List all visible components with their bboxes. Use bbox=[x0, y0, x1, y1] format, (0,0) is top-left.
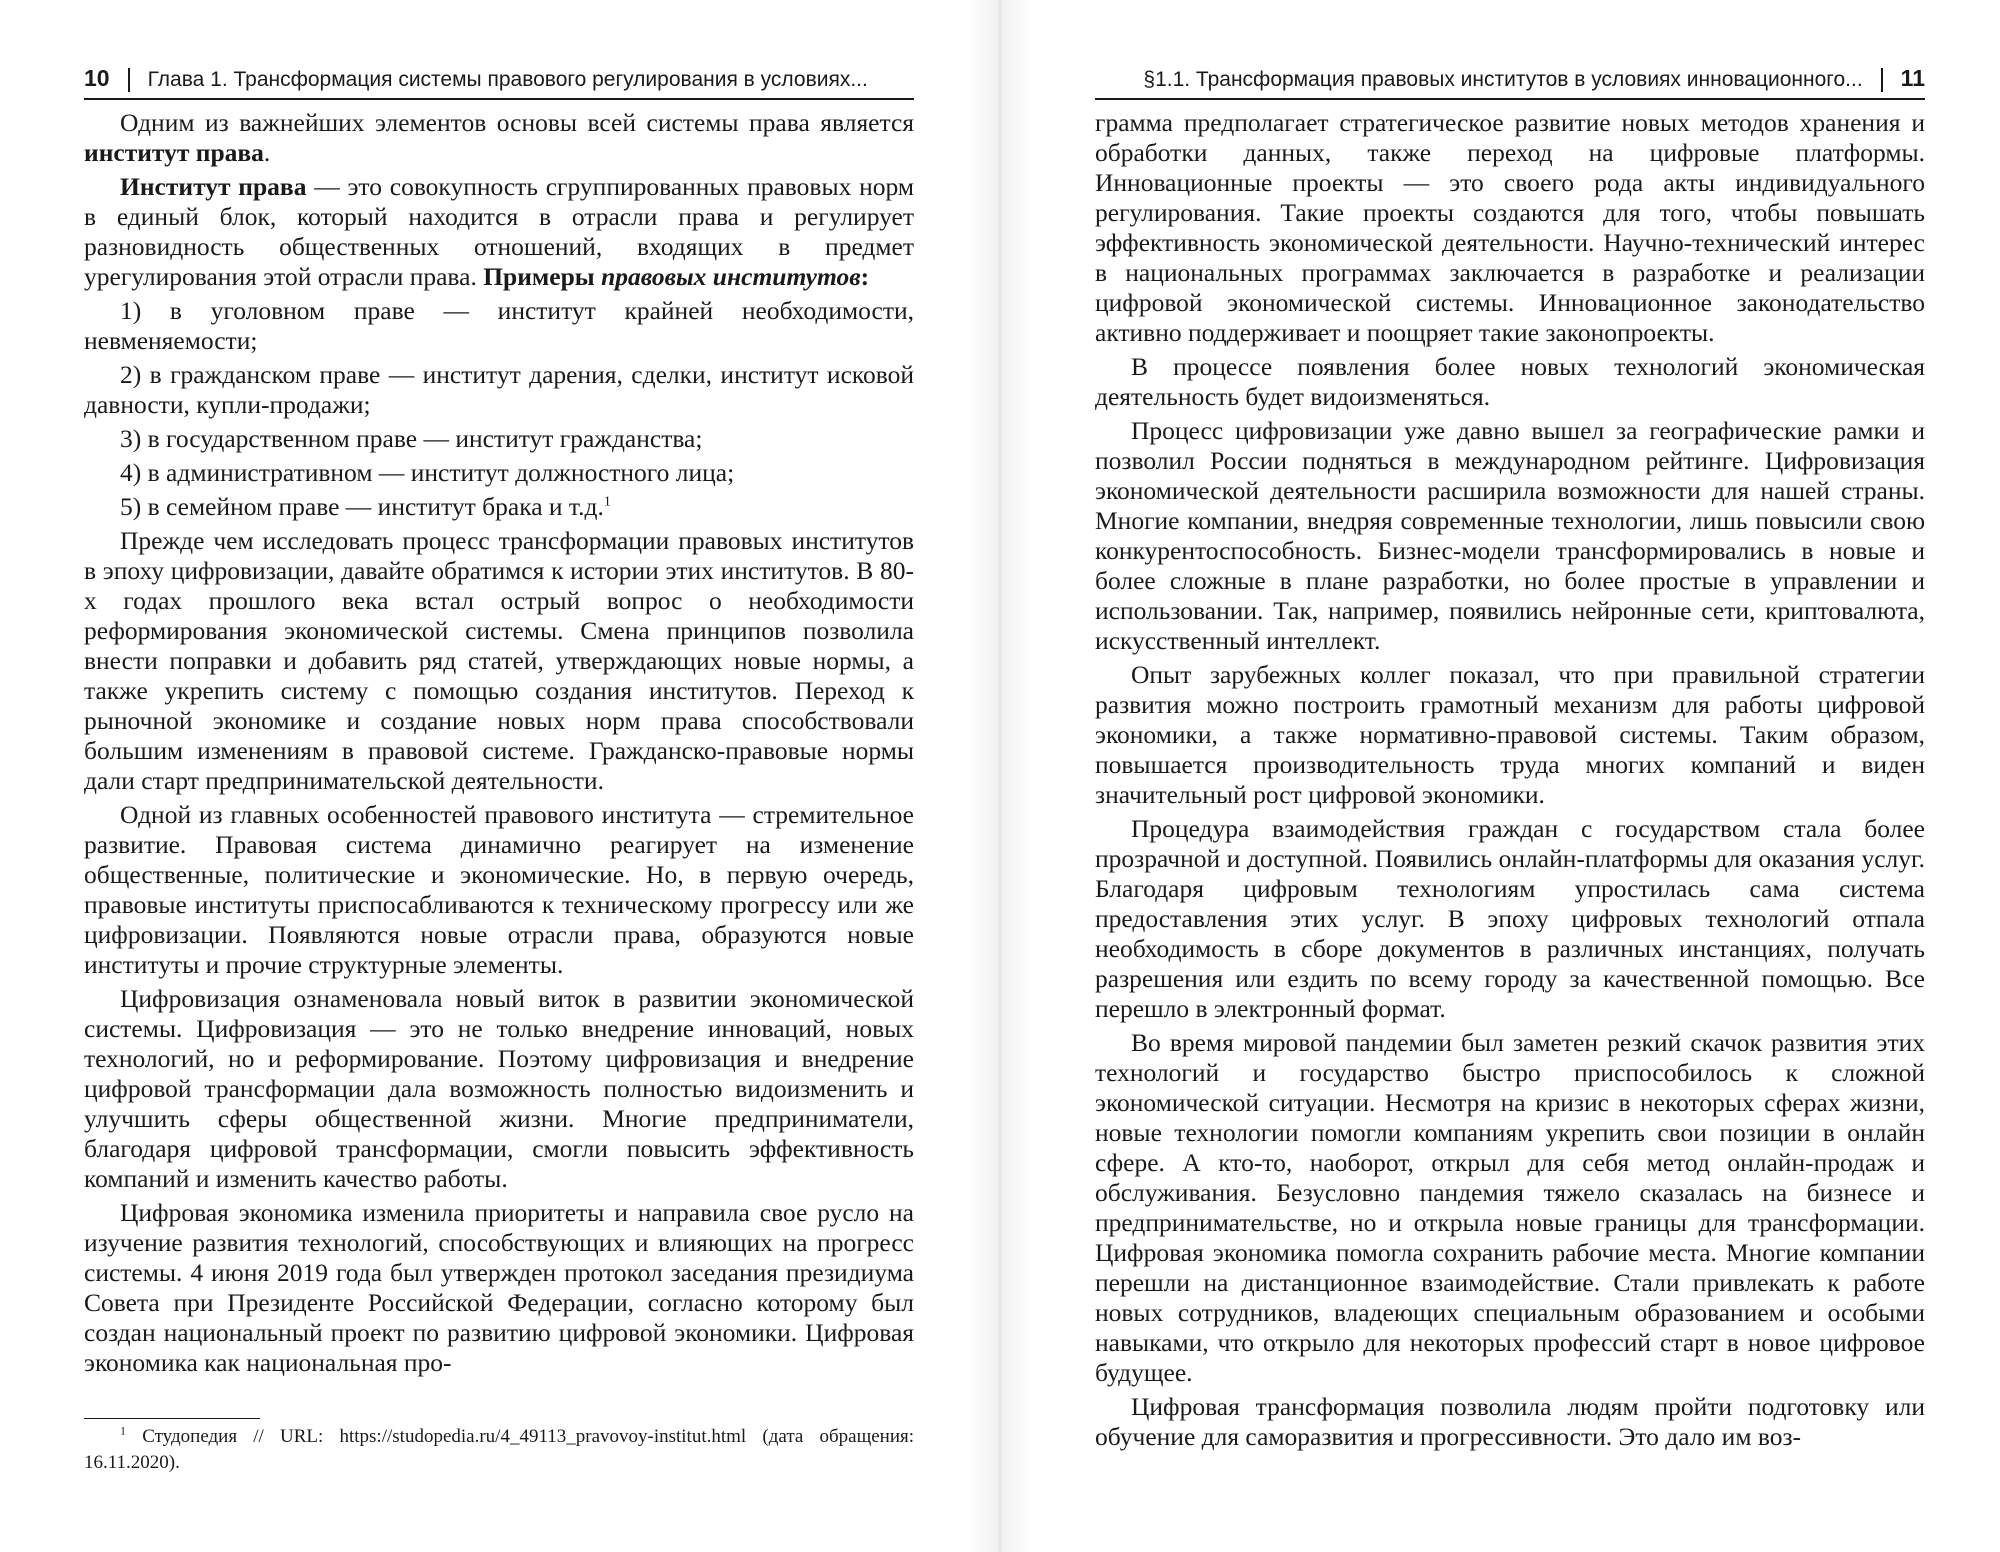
list-item: 5) в семейном праве — институт брака и т.д.$^1$ bbox=[120, 492, 611, 521]
list-item: 4) в административном — институт должностного лица; bbox=[120, 458, 735, 487]
paragraph: Цифровая трансформация позволила людям пройти подготовку или обучение для саморазвития и прогрессивности. Это дало им воз- bbox=[1095, 1392, 1925, 1451]
left-body-text bbox=[84, 108, 914, 1382]
right-body-text bbox=[1095, 108, 1925, 1456]
header-separator bbox=[128, 68, 130, 92]
footnote bbox=[84, 1424, 914, 1476]
left-header-rule bbox=[84, 98, 914, 100]
header-separator bbox=[1881, 68, 1883, 92]
paragraph: Прежде чем исследовать процесс трансформации правовых институтов в эпоху цифровизации, давайте обратимся к истории этих институтов. В 80-х годах прошлого века встал острый вопрос о необходимости реформирования экономической системы. Смена принципов позволила внести поправки и добавить ряд статей, утверждающих новые нормы, а также укрепить систему с помощью создания институтов. Переход к рыночной экономике и создание новых норм права способствовали большим изменениям в правовой системе. Гражданско-правовые нормы дали старт предпринимательской деятельности. bbox=[84, 526, 914, 795]
paragraph: Цифровая экономика изменила приоритеты и направила свое русло на изучение развития технологий, способствующих и влияющих на прогресс системы. 4 июня 2019 года был утвержден протокол заседания президиума Совета при Президенте Российской Федерации, согласно которому был создан национальный проект по развитию цифровой экономики. Цифровая экономика как национальная про- bbox=[84, 1198, 914, 1377]
bold-label: Примеры bbox=[483, 262, 602, 291]
paragraph: Во время мировой пандемии был заметен резкий скачок развития этих технологий и государство быстро приспособилось к сложной экономической ситуации. Несмотря на кризис в некоторых сферах жизни, новые технологии помогли компаниям укрепить свои позиции в онлайн сфере. А кто-то, наоборот, открыл для себя метод онлайн-продаж и обслуживания. Безусловно пандемия тяжело сказалась на бизнесе и предпринимательстве, но и открыла новые границы для трансформации. Цифровая экономика помогла сохранить рабочие места. Многие компании перешли на дистанционное взаимодействие. Стали привлекать к работе новых сотрудников, владеющих специальным образованием и особыми навыками, что открыло для некоторых профессий старт в новое цифровое будущее. bbox=[1095, 1028, 1925, 1387]
right-page bbox=[1000, 0, 2000, 1552]
paragraph: Цифровизация ознаменовала новый виток в развитии экономической системы. Цифровизация — это не только внедрение инноваций, новых технологий, но и реформирование. Поэтому цифровизация и внедрение цифровой трансформации дала возможность полностью видоизменить и улучшить сферы общественной жизни. Многие предприниматели, благодаря цифровой трансформации, смогли повысить эффективность компаний и изменить качество работы. bbox=[84, 984, 914, 1193]
paragraph: Одним из важнейших элементов основы всей системы права является институт права. bbox=[84, 108, 914, 167]
paragraph: Опыт зарубежных коллег показал, что при правильной стратегии развития можно построить грамотный механизм для работы цифровой экономики, а также нормативно-правовой системы. Таким образом, повышается производительность труда многих компаний и виден значительный рост цифровой экономики. bbox=[1095, 660, 1925, 809]
list-item: 3) в государственном праве — институт гражданства; bbox=[120, 424, 703, 453]
bold-term: институт права bbox=[84, 138, 264, 167]
definition-paragraph: Институт права — это совокупность сгруппированных правовых норм в единый блок, который находится в отрасли права и регулирует разновидность общественных отношений, входящих в предмет урегулирования этой отрасли права. Примеры правовых институтов: bbox=[84, 172, 914, 291]
left-chapter-title: Глава 1. Трансформация системы правового регулирования в условиях... bbox=[147, 68, 868, 91]
bold-term: Институт права bbox=[120, 172, 307, 201]
left-page bbox=[0, 0, 990, 1552]
right-section-title: §1.1. Трансформация правовых институтов в условиях инновационного... bbox=[1143, 68, 1863, 91]
footnote-rule bbox=[84, 1418, 260, 1419]
right-page-number: 11 bbox=[1900, 65, 1925, 91]
left-running-head bbox=[84, 58, 914, 98]
list-item: 1) в уголовном праве — институт крайней необходимости, невменяемости; bbox=[84, 296, 914, 355]
paragraph: Процесс цифровизации уже давно вышел за географические рамки и позволил России подняться в международном рейтинге. Цифровизация экономической деятельности расширила возможности для нашей страны. Многие компании, внедряя современные технологии, лишь повысили свою конкурентоспособность. Бизнес-модели трансформировались в новые и более сложные в плане разработки, но более простые в управлении и использовании. Так, например, появились нейронные сети, криптовалюта, искусственный интеллект. bbox=[1095, 416, 1925, 655]
paragraph: Одной из главных особенностей правового института — стремительное развитие. Правовая система динамично реагирует на изменение общественные, политические и экономические. Но, в первую очередь, правовые институты приспосабливаются к техническому прогрессу или же цифровизации. Появляются новые отрасли права, образуются новые институты и прочие структурные элементы. bbox=[84, 800, 914, 979]
footnote-reference: 1 bbox=[603, 494, 611, 510]
paragraph: Процедура взаимодействия граждан с государством стала более прозрачной и доступной. Появились онлайн-платформы для оказания услуг. Благодаря цифровым технологиям упростилась сама система предоставления этих услуг. В эпоху цифровых технологий отпала необходимость в сборе документов в различных инстанциях, получать разрешения или ездить по всему городу за качественной помощью. Все перешло в электронный формат. bbox=[1095, 814, 1925, 1023]
list-item: 2) в гражданском праве — институт дарения, сделки, институт исковой давности, купли-продажи; bbox=[84, 360, 914, 419]
continued-paragraph: грамма предполагает стратегическое развитие новых методов хранения и обработки данных, также переход на цифровые платформы. Инновационные проекты — это своего рода акты индивидуального регулирования. Такие проекты создаются для того, чтобы повышать эффективность экономической деятельности. Научно-технический интерес в национальных программах заключается в разработке и реализации цифровой экономической системы. Инновационное законодательство активно поддерживает и поощряет такие законопроекты. bbox=[1095, 108, 1925, 347]
bold-italic-term: правовых институтов bbox=[601, 262, 861, 291]
left-page-number: 10 bbox=[84, 65, 110, 91]
paragraph: В процессе появления более новых технологий экономическая деятельность будет видоизменяться. bbox=[1095, 352, 1925, 411]
right-running-head bbox=[1095, 58, 1925, 98]
right-header-rule bbox=[1095, 98, 1925, 100]
footnote-marker: 1 bbox=[120, 1423, 126, 1438]
footnote-text: Студопедия // URL: https://studopedia.ru/4_49113_pravovoy-institut.html (дата обращения: 16.11.2020). bbox=[84, 1426, 915, 1473]
